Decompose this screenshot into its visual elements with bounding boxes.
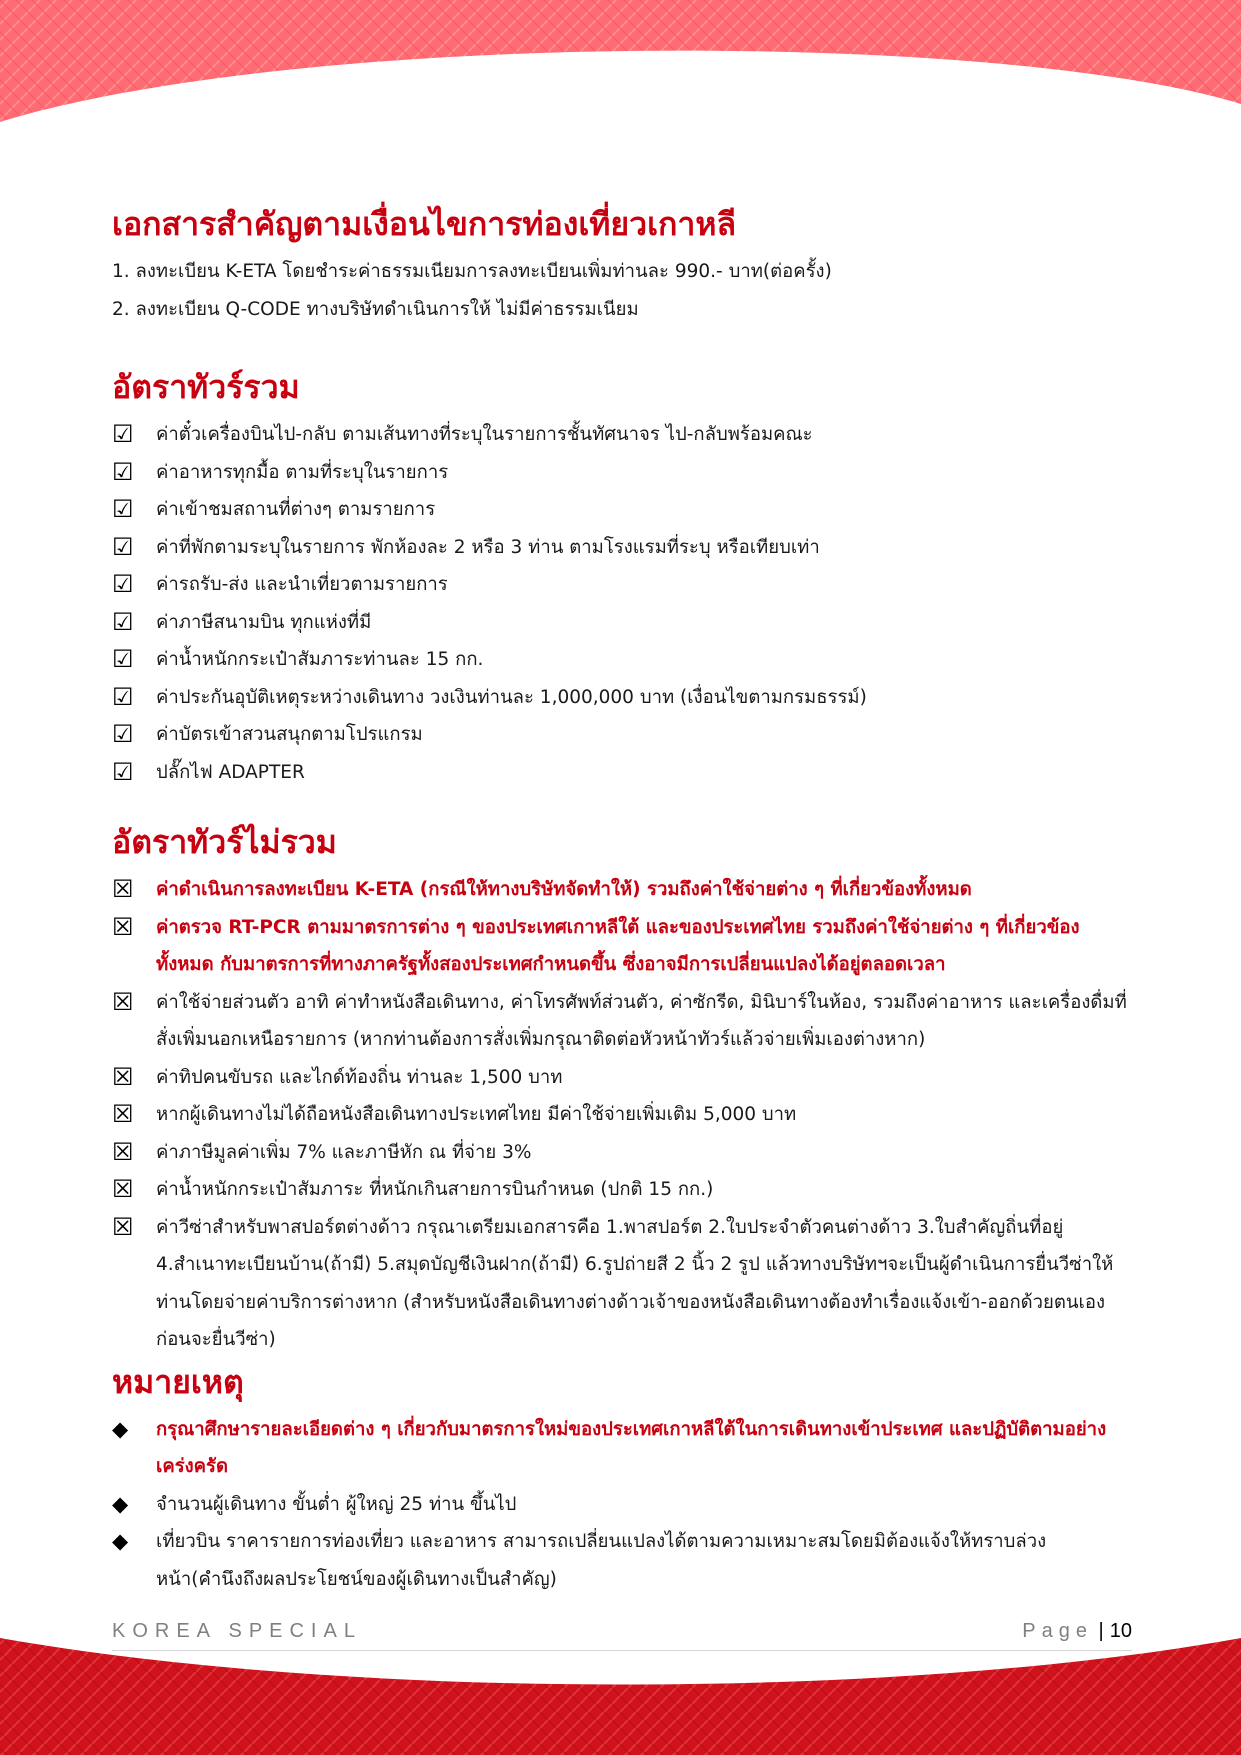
crossed-box-icon: ☒	[112, 912, 134, 941]
list-item: ☒ ค่าน้ำหนักกระเป๋าสัมภาระ ที่หนักเกินสายการบินกำหนด (ปกติ 15 กก.)	[112, 1171, 1132, 1209]
list-item: ☑ ค่าบัตรเข้าสวนสนุกตามโปรแกรม	[112, 716, 1132, 754]
checked-box-icon: ☑	[112, 457, 134, 486]
page-label: Page	[1022, 1620, 1093, 1642]
notes-list	[112, 1411, 1132, 1599]
list-item: ☒ ค่าภาษีมูลค่าเพิ่ม 7% และภาษีหัก ณ ที่จ่าย 3%	[112, 1134, 1132, 1172]
checked-box-icon: ☑	[112, 682, 134, 711]
list-item: ☑ ค่าประกันอุบัติเหตุระหว่างเดินทาง วงเงินท่านละ 1,000,000 บาท (เงื่อนไขตามกรมธรรม์)	[112, 679, 1132, 717]
page-number: 10	[1109, 1620, 1132, 1642]
diamond-bullet-icon: ◆	[112, 1416, 129, 1441]
list-item: ☑ ค่าอาหารทุกมื้อ ตามที่ระบุในรายการ	[112, 454, 1132, 492]
crossed-box-icon: ☒	[112, 987, 134, 1016]
diamond-bullet-icon: ◆	[112, 1529, 129, 1553]
checked-box-icon: ☑	[112, 532, 134, 561]
checked-box-icon: ☑	[112, 420, 134, 448]
list-item: ☑ ค่าที่พักตามระบุในรายการ พักห้องละ 2 หรือ 3 ท่าน ตามโรงแรมที่ระบุ หรือเทียบเท่า	[112, 529, 1132, 567]
documents-list	[112, 253, 1132, 328]
list-item: ◆ กรุณาศึกษารายละเอียดต่าง ๆ เกี่ยวกับมาตรการใหม่ของประเทศเกาหลีใต้ในการเดินทางเข้าประเทศ และปฏิบัติตามอย่างเคร่งครัด	[112, 1411, 1132, 1486]
document-body	[112, 195, 1132, 1598]
top-decorative-band	[0, 0, 1241, 130]
section-title-excluded: อัตราทัวร์ไม่รวม	[112, 824, 337, 860]
included-list	[112, 416, 1132, 791]
section-title-included: อัตราทัวร์รวม	[112, 369, 300, 405]
list-item: 1. ลงทะเบียน K-ETA โดยชำระค่าธรรมเนียมการลงทะเบียนเพิ่มท่านละ 990.- บาท(ต่อครั้ง)	[112, 261, 832, 282]
list-item: ☒ ค่าตรวจ RT-PCR ตามมาตรการต่าง ๆ ของประเทศเกาหลีใต้ และของประเทศไทย รวมถึงค่าใช้จ่ายต่าง ๆ ที่เกี่ยวข้องทั้งหมด กับมาตรการที่ทางภาครัฐทั้งสองประเทศกำหนดขึ้น ซึ่งอาจมีการเปลี่ยนแปลงได้อยู่ตลอดเวลา	[112, 909, 1132, 984]
section-notes	[112, 1353, 1132, 1599]
page-footer	[112, 1620, 1132, 1651]
checked-box-icon: ☑	[112, 607, 134, 636]
list-item: ◆ จำนวนผู้เดินทาง ขั้นต่ำ ผู้ใหญ่ 25 ท่าน ขึ้นไป	[112, 1486, 1132, 1524]
list-item: ☒ หากผู้เดินทางไม่ได้ถือหนังสือเดินทางประเทศไทย มีค่าใช้จ่ายเพิ่มเติม 5,000 บาท	[112, 1096, 1132, 1134]
list-item: ☒ ค่าทิปคนขับรถ และไกด์ท้องถิ่น ท่านละ 1,500 บาท	[112, 1059, 1132, 1097]
crossed-box-icon: ☒	[112, 1212, 134, 1241]
section-tour-included	[112, 358, 1132, 791]
section-title-notes: หมายเหตุ	[112, 1363, 244, 1400]
crossed-box-icon: ☒	[112, 1062, 134, 1091]
list-item: ☒ ค่าใช้จ่ายส่วนตัว อาทิ ค่าทำหนังสือเดินทาง, ค่าโทรศัพท์ส่วนตัว, ค่าซักรีด, มินิบาร์ในห้อง, รวมถึงค่าอาหาร และเครื่องดื่มที่สั่งเพิ่มนอกเหนือรายการ (หากท่านต้องการสั่งเพิ่มกรุณาติดต่อหัวหน้าทัวร์แล้วจ่ายเพิ่มเองต่างหาก)	[112, 984, 1132, 1059]
diamond-bullet-icon: ◆	[112, 1491, 129, 1516]
list-item: ☑ ค่าภาษีสนามบิน ทุกแห่งที่มี	[112, 604, 1132, 642]
footer-brand: KOREA SPECIAL	[112, 1620, 362, 1642]
list-item: ☒ ค่าดำเนินการลงทะเบียน K-ETA (กรณีให้ทางบริษัทจัดทำให้) รวมถึงค่าใช้จ่ายต่าง ๆ ที่เกี่ยวข้องทั้งหมด	[112, 871, 1132, 909]
list-item: ☑ ค่ารถรับ-ส่ง และนำเที่ยวตามรายการ	[112, 566, 1132, 604]
list-item: ☑ ค่าตั๋วเครื่องบินไป-กลับ ตามเส้นทางที่ระบุในรายการชั้นทัศนาจร ไป-กลับพร้อมคณะ	[112, 416, 1132, 454]
list-item: ☑ ค่าเข้าชมสถานที่ต่างๆ ตามรายการ	[112, 491, 1132, 529]
checked-box-icon: ☑	[112, 570, 134, 598]
excluded-list	[112, 871, 1132, 1359]
list-item: 2. ลงทะเบียน Q-CODE ทางบริษัทดำเนินการให้ ไม่มีค่าธรรมเนียม	[112, 298, 639, 320]
section-tour-excluded	[112, 813, 1132, 1359]
checked-box-icon: ☑	[112, 645, 134, 673]
list-item: ☑ ปลั๊กไฟ ADAPTER	[112, 754, 1132, 792]
checked-box-icon: ☑	[112, 495, 134, 523]
crossed-box-icon: ☒	[112, 1175, 134, 1203]
list-item: ☒ ค่าวีซ่าสำหรับพาสปอร์ตต่างด้าว กรุณาเตรียมเอกสารคือ 1.พาสปอร์ต 2.ใบประจำตัวคนต่างด้าว 3.ใบสำคัญถิ่นที่อยู่ 4.สำเนาทะเบียนบ้าน(ถ้ามี) 5.สมุดบัญชีเงินฝาก(ถ้ามี) 6.รูปถ่ายสี 2 นิ้ว 2 รูป แล้วทางบริษัทฯจะเป็นผู้ดำเนินการยื่นวีซ่าให้ท่านโดยจ่ายค่าบริการต่างหาก (สำหรับหนังสือเดินทางต่างด้าวเจ้าของหนังสือเดินทางต้องทำเรื่องแจ้งเข้า-ออกด้วยตนเองก่อนจะยื่นวีซ่า)	[112, 1209, 1132, 1359]
section-documents	[112, 195, 1132, 328]
list-item: ◆ เที่ยวบิน ราคารายการท่องเที่ยว และอาหาร สามารถเปลี่ยนแปลงได้ตามความเหมาะสมโดยมิต้องแจ้งให้ทราบล่วงหน้า(คำนึงถึงผลประโยชน์ของผู้เดินทางเป็นสำคัญ)	[112, 1523, 1132, 1598]
checked-box-icon: ☑	[112, 757, 134, 786]
page-indicator	[1022, 1620, 1132, 1643]
crossed-box-icon: ☒	[112, 1100, 134, 1128]
list-item: ☑ ค่าน้ำหนักกระเป๋าสัมภาระท่านละ 15 กก.	[112, 641, 1132, 679]
crossed-box-icon: ☒	[112, 875, 134, 903]
page-separator: |	[1098, 1620, 1104, 1642]
crossed-box-icon: ☒	[112, 1137, 134, 1166]
checked-box-icon: ☑	[112, 720, 134, 748]
section-title-documents: เอกสารสำคัญตามเงื่อนไขการท่องเที่ยวเกาหลี	[112, 206, 737, 242]
